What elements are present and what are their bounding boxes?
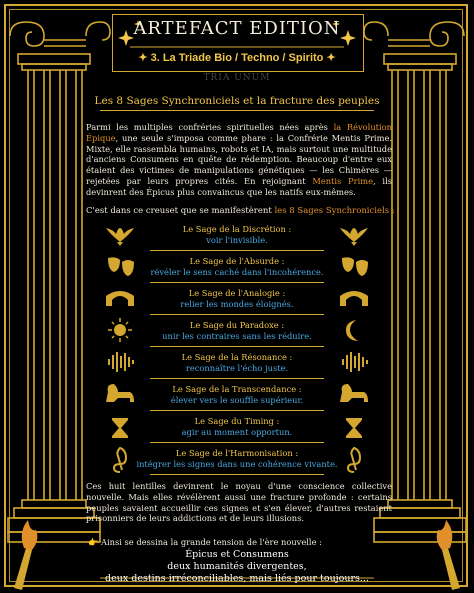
- final-line-3: deux destins irréconciliables, mais liés pour toujours...: [105, 573, 369, 584]
- intro-highlight-mentis: Mentis Prime: [312, 175, 374, 186]
- sage-desc: voir l'invisible.: [206, 235, 268, 245]
- intro-text-2: , une seule s'imposa comme phare : la Confrérie Mentis Prime. Mixte, elle rassembla humains, robots et IA, mais surtout une multitude d'anciens Consumens en quête de rédemption. Beaucoup d'entre eux étaient des victimes de manipulations génétiques — les Chimères — rejetées par leurs propres cités. En rejoignant: [86, 132, 392, 186]
- owl-icon: [340, 228, 368, 246]
- sage-desc: intégrer les signes dans une cohérence vivante.: [136, 459, 338, 469]
- sun-icon: [108, 318, 132, 342]
- intro-text-3: , ils devinrent des Épicus plus convaincus que les natifs eux-mêmes.: [86, 175, 392, 197]
- sage-name: Le Sage du Timing :: [194, 416, 280, 426]
- subtitle: ✦ 3. La Triade Bio / Techno / Spirito ✦: [138, 52, 336, 64]
- pointing-hand-icon: 👉: [88, 537, 99, 547]
- intro-text-1: Parmi les multiples confréries spirituelles nées après: [86, 122, 334, 132]
- sage-desc: agir au moment opportun.: [181, 427, 293, 437]
- theater-masks-icon: [342, 257, 368, 276]
- bridge-icon: [106, 291, 134, 306]
- tension-line: [88, 537, 322, 548]
- moon-icon: [346, 320, 358, 341]
- sound-wave-icon: [108, 352, 134, 372]
- sage-name: Le Sage de la Discrétion :: [182, 224, 292, 234]
- sage-name: Le Sage de l'Analogie :: [188, 288, 286, 298]
- hourglass-icon: [346, 418, 362, 438]
- tria-unum-tag: TRIA UNUM: [203, 73, 271, 83]
- lion-icon: [340, 384, 368, 402]
- page-title: ARTEFACT EDITION: [133, 18, 341, 39]
- sage-desc: élever vers le souffle supérieur.: [170, 395, 304, 405]
- hourglass-icon: [112, 418, 128, 438]
- sage-name: Le Sage du Paradoxe :: [189, 320, 285, 330]
- theater-masks-icon: [108, 257, 134, 276]
- final-line-1: Épicus et Consumens: [185, 549, 289, 560]
- treble-clef-icon: [348, 448, 360, 472]
- intro-highlight-revolution: la Révolution Épique: [86, 122, 392, 143]
- section-title: Les 8 Sages Synchroniciels et la fracture des peuples: [94, 95, 380, 107]
- sound-wave-icon: [342, 352, 368, 372]
- sage-name: Le Sage de la Transcendance :: [172, 384, 302, 394]
- lion-icon: [106, 384, 134, 402]
- sage-name: Le Sage de l'Absurde :: [189, 256, 285, 266]
- sage-desc: reconnaître l'écho juste.: [185, 363, 289, 373]
- sage-desc: révéler le sens caché dans l'incohérence.: [150, 267, 324, 277]
- sage-desc: relier les mondes éloignés.: [180, 299, 294, 309]
- sage-desc: unir les contraires sans les réduire.: [162, 331, 312, 341]
- subtitle-text: 3. La Triade Bio / Techno / Spirito: [150, 52, 324, 64]
- sage-name: Le Sage de l'Harmonisation :: [175, 448, 299, 458]
- owl-icon: [106, 228, 134, 246]
- treble-clef-icon: [114, 448, 126, 472]
- bridge-icon: [340, 291, 368, 306]
- lead-highlight: les 8 Sages Synchroniciels :: [274, 206, 395, 216]
- tension-text: Ainsi se dessina la grande tension de l'ère nouvelle :: [100, 537, 322, 547]
- outro-paragraph: Ces huit lentilles devinrent le noyau d'une conscience collective nouvelle. Mais elles révélèrent aussi une fracture profonde : certains peuples savaient accueillir ces signes et s'en élever, d'autres restaient prisonniers de leurs addictions et de leurs illusions.: [86, 481, 392, 524]
- lead-text: C'est dans ce creuset que se manifestèrent: [86, 206, 275, 216]
- sage-name: Le Sage de la Résonance :: [181, 352, 293, 362]
- final-line-2: deux humanités divergentes,: [167, 561, 307, 572]
